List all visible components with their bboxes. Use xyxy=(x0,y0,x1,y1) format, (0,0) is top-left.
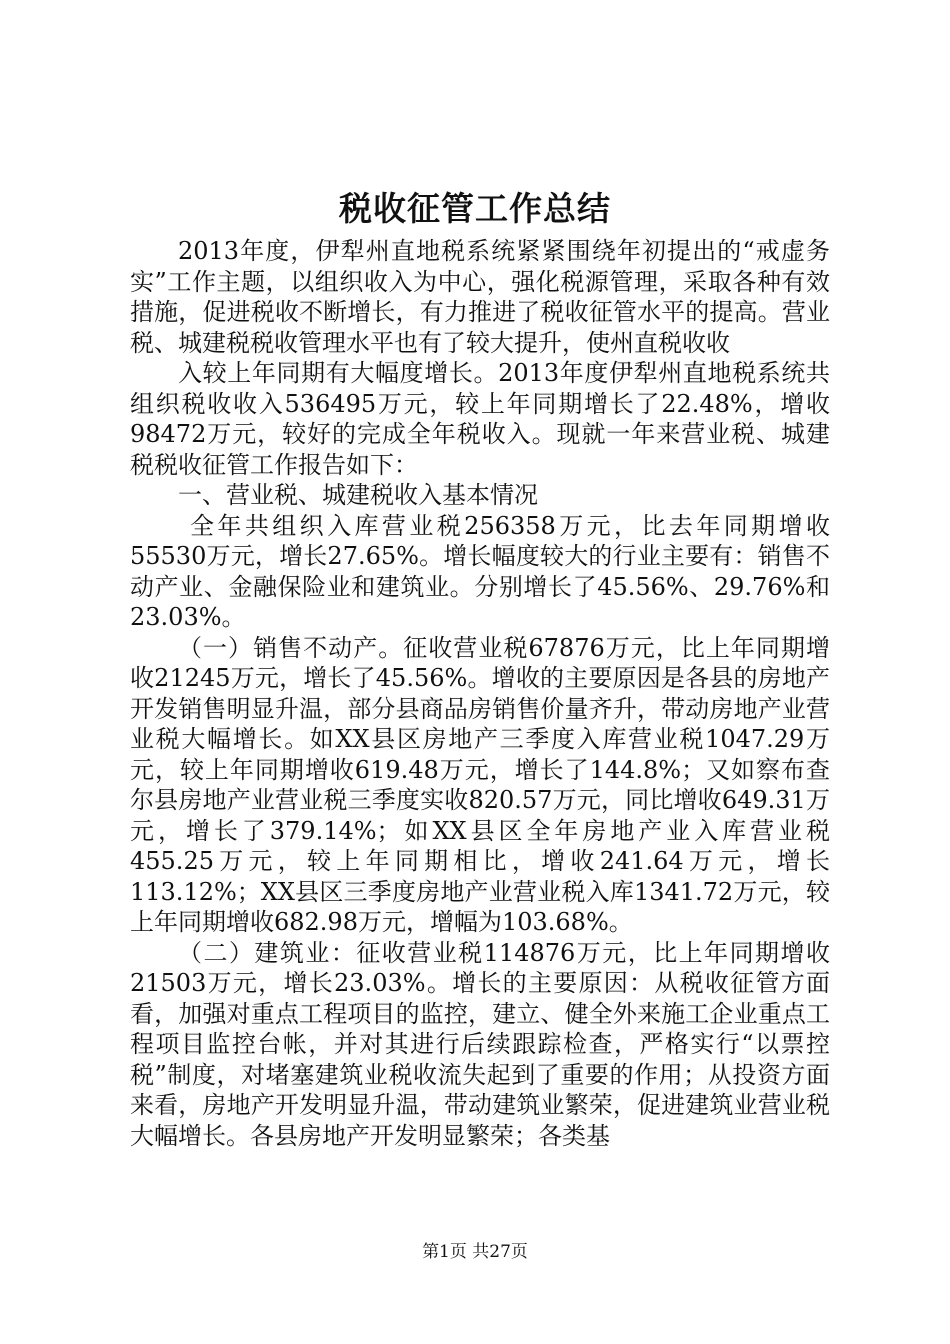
page-footer: 第1页 共27页 xyxy=(422,1242,528,1262)
section-heading: 一、营业税、城建税收入基本情况 xyxy=(178,481,538,509)
paragraph-summary: 入较上年同期有大幅度增长。2013年度伊犁州直地税系统共组织税收收入536495万元，较上年同期增长了22.48%，增收98472万元，较好的完成全年税收入。现就一年来营业税、城建税税收征管工作报告如下： xyxy=(130,359,830,479)
paragraph-overview: 全年共组织入库营业税256358万元，比去年同期增收55530万元，增长27.65%。增长幅度较大的行业主要有：销售不动产业、金融保险业和建筑业。分别增长了45.56%、29.76%和23.03%。 xyxy=(130,511,830,631)
paragraph-intro: 2013年度，伊犁州直地税系统紧紧围绕年初提出的“戒虚务实”工作主题，以组织收入为中心，强化税源管理，采取各种有效措施，促进税收不断增长，有力推进了税收征管水平的提高。营业税、城建税税收管理水平也有了较大提升，使州直税收收 xyxy=(130,237,830,357)
document-body xyxy=(130,236,830,1151)
paragraph-real-estate: （一）销售不动产。征收营业税67876万元，比上年同期增收21245万元，增长了45.56%。增收的主要原因是各县的房地产开发销售明显升温，部分县商品房销售价量齐升，带动房地产业营业税大幅增长。如XX县区房地产三季度入库营业税1047.29万元，较上年同期增收619.48万元，增长了144.8%；又如察布查尔县房地产业营业税三季度实收820.57万元，同比增收649.31万元，增长了379.14%；如XX县区全年房地产业入库营业税455.25万元，较上年同期相比，增收241.64万元，增长113.12%；XX县区三季度房地产业营业税入库1341.72万元，较上年同期增收682.98万元，增幅为103.68%。 xyxy=(130,633,830,936)
paragraph-construction: （二）建筑业：征收营业税114876万元，比上年同期增收21503万元，增长23.03%。增长的主要原因：从税收征管方面看，加强对重点工程项目的监控，建立、健全外来施工企业重点工程项目监控台帐，并对其进行后续跟踪检查，严格实行“以票控税”制度，对堵塞建筑业税收流失起到了重要的作用；从投资方面来看，房地产开发明显升温，带动建筑业繁荣，促进建筑业营业税大幅增长。各县房地产开发明显繁荣；各类基 xyxy=(130,938,830,1150)
document-title: 税收征管工作总结 xyxy=(339,189,611,228)
